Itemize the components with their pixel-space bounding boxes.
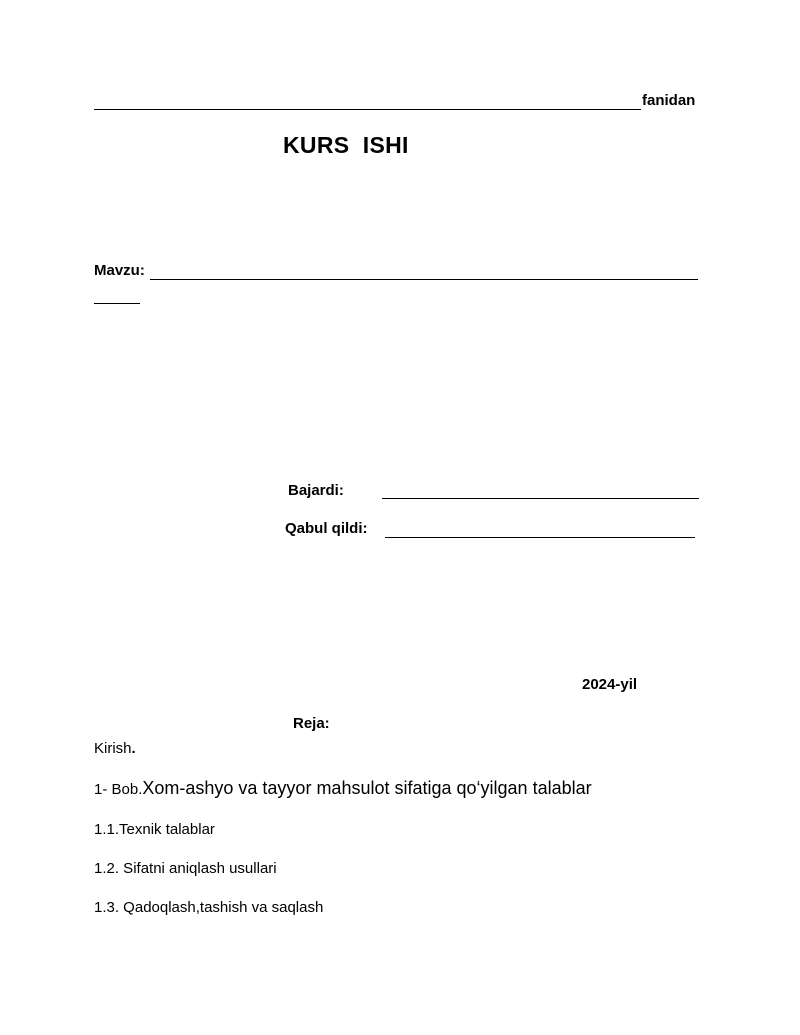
plan-item-1-2: 1.2. Sifatni aniqlash usullari: [94, 860, 277, 877]
plan-chapter-1: [94, 778, 592, 799]
chapter-title: Xom-ashyo va tayyor mahsulot sifatiga qo‘yilgan talablar: [142, 778, 592, 798]
accepted-label: Qabul qildi:: [285, 520, 368, 537]
plan-item-1-3: 1.3. Qadoqlash,tashish va saqlash: [94, 899, 324, 916]
topic-label: Mavzu:: [94, 262, 145, 279]
subject-blank-line: [94, 109, 641, 110]
document-title: KURS ISHI: [283, 132, 409, 158]
topic-blank-line-continuation: [94, 303, 140, 304]
topic-blank-line: [150, 279, 698, 280]
subject-suffix: fanidan: [642, 92, 696, 109]
plan-intro: [94, 740, 136, 757]
plan-item-1-1: 1.1.Texnik talablar: [94, 821, 215, 838]
plan-intro-text: Kirish: [94, 740, 132, 757]
performed-label: Bajardi:: [288, 482, 344, 499]
year-label: 2024-yil: [582, 676, 638, 693]
chapter-prefix: 1- Bob.: [94, 781, 143, 798]
plan-intro-dot: .: [131, 740, 136, 757]
accepted-blank-line: [385, 537, 695, 538]
performed-blank-line: [382, 498, 699, 499]
plan-heading: Reja:: [293, 715, 330, 732]
